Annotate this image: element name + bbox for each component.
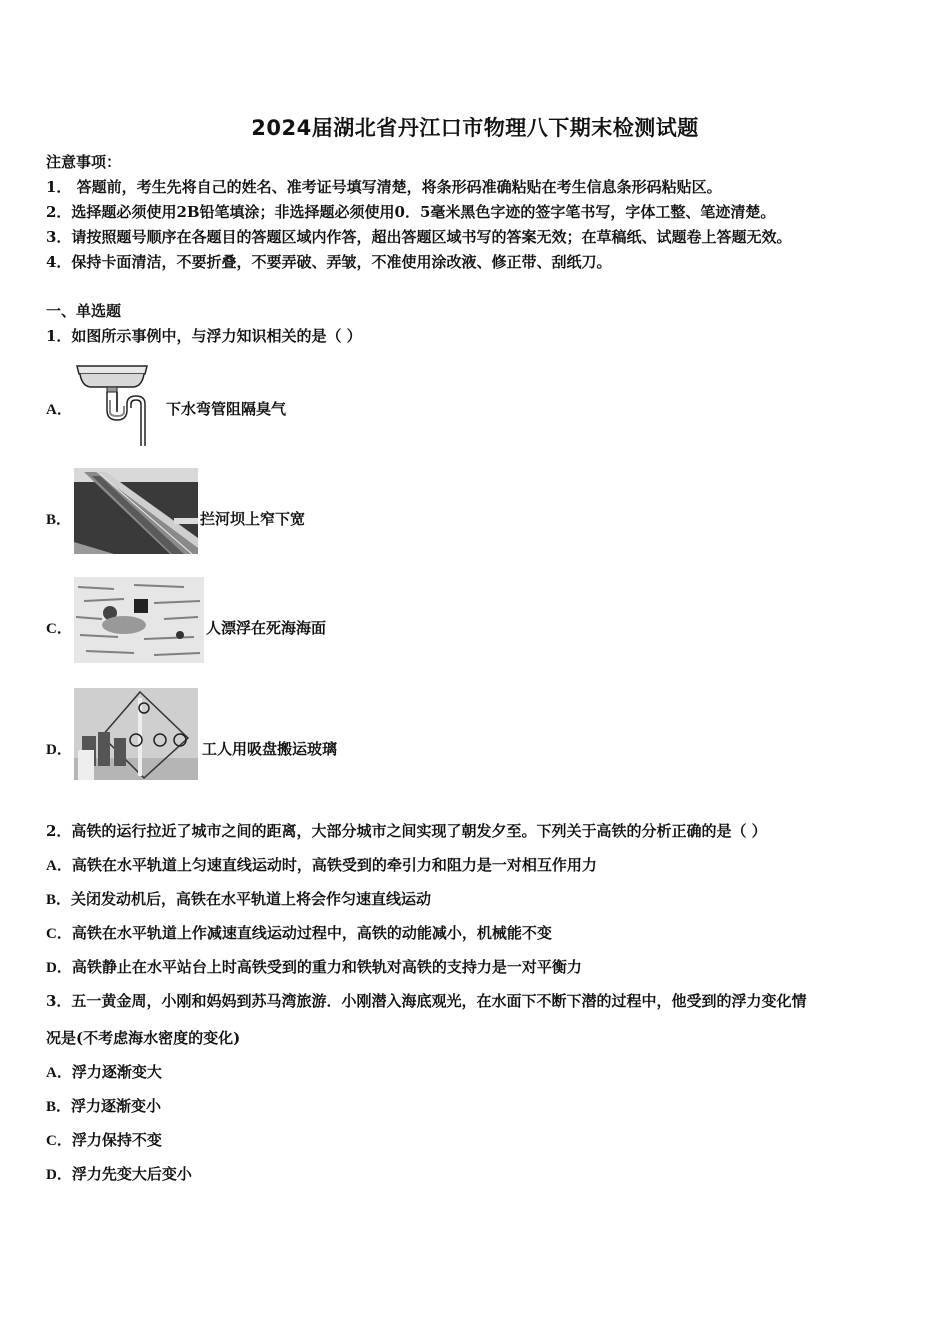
q2-option-c bbox=[46, 923, 552, 944]
question-3-stem-line2: 况是(不考虑海水密度的变化) bbox=[46, 1029, 241, 1047]
question-2-stem: 2．高铁的运行拉近了城市之间的距离，大部分城市之间实现了朝发夕至。下列关于高铁的分析正确的是（ ） bbox=[46, 822, 767, 840]
q2-option-d-text: 高铁静止在水平站台上时高铁受到的重力和铁轨对高铁的支持力是一对平衡力 bbox=[71, 958, 582, 976]
q3-option-c-text: 浮力保持不变 bbox=[71, 1131, 162, 1149]
suction-cup-glass-photo bbox=[74, 688, 198, 780]
q3-option-c-label: C． bbox=[46, 1133, 72, 1149]
q2-option-b-label: B． bbox=[46, 892, 72, 908]
q2-option-c-label: C． bbox=[46, 926, 72, 942]
q3-option-a-label: A． bbox=[46, 1065, 72, 1081]
dead-sea-float-photo bbox=[74, 577, 204, 663]
page-title: 2024届湖北省丹江口市物理八下期末检测试题 bbox=[251, 116, 699, 140]
q1-option-c-label: C． bbox=[46, 621, 72, 637]
q2-option-a-label: A． bbox=[46, 858, 72, 874]
q2-option-c-text: 高铁在水平轨道上作减速直线运动过程中，高铁的动能减小，机械能不变 bbox=[71, 924, 552, 942]
notice-item: 2．选择题必须使用2B铅笔填涂；非选择题必须使用0．5毫米黑色字迹的签字笔书写，字体工整、笔迹清楚。 bbox=[46, 203, 776, 221]
q1-option-d-caption: 工人用吸盘搬运玻璃 bbox=[202, 740, 338, 758]
question-3-stem-line1: 3．五一黄金周，小刚和妈妈到苏马湾旅游．小刚潜入海底观光，在水面下不断下潜的过程中，他受到的浮力变化情 bbox=[46, 992, 807, 1010]
q3-option-c bbox=[46, 1130, 162, 1151]
q3-option-a-text: 浮力逐渐变大 bbox=[71, 1063, 162, 1081]
q2-option-d bbox=[46, 957, 582, 978]
q1-option-d-label: D． bbox=[46, 742, 72, 758]
notice-item: 1． 答题前，考生先将自己的姓名、准考证号填写清楚，将条形码准确粘贴在考生信息条形码粘贴区。 bbox=[46, 178, 722, 196]
notice-item: 3．请按照题号顺序在各题目的答题区域内作答，超出答题区域书写的答案无效；在草稿纸、试题卷上答题无效。 bbox=[46, 228, 792, 246]
q1-option-b-label: B． bbox=[46, 512, 72, 528]
q3-option-d bbox=[46, 1164, 192, 1185]
q3-option-b bbox=[46, 1096, 161, 1117]
q3-option-d-label: D． bbox=[46, 1167, 72, 1183]
notice-item: 4．保持卡面清洁，不要折叠，不要弄破、弄皱，不准使用涂改液、修正带、刮纸刀。 bbox=[46, 253, 612, 271]
q1-option-a-label: A． bbox=[46, 402, 72, 418]
question-1-stem: 1．如图所示事例中，与浮力知识相关的是（ ） bbox=[46, 327, 362, 345]
q1-option-c-caption: 人漂浮在死海海面 bbox=[206, 619, 327, 637]
q1-option-a-caption: 下水弯管阻隔臭气 bbox=[166, 400, 287, 418]
q2-option-b bbox=[46, 889, 431, 910]
section-heading: 一、单选题 bbox=[46, 302, 122, 320]
q3-option-a bbox=[46, 1062, 162, 1083]
q2-option-d-label: D． bbox=[46, 960, 72, 976]
q3-option-b-label: B． bbox=[46, 1099, 72, 1115]
notice-heading: 注意事项： bbox=[46, 153, 122, 171]
q2-option-a bbox=[46, 855, 597, 876]
q2-option-a-text: 高铁在水平轨道上匀速直线运动时，高铁受到的牵引力和阻力是一对相互作用力 bbox=[71, 856, 597, 874]
sink-trap-drawing bbox=[74, 360, 164, 448]
q1-option-b-caption: 拦河坝上窄下宽 bbox=[200, 510, 306, 528]
q2-option-b-text: 关闭发动机后，高铁在水平轨道上将会作匀速直线运动 bbox=[71, 890, 432, 908]
q3-option-b-text: 浮力逐渐变小 bbox=[71, 1097, 162, 1115]
dam-photo bbox=[74, 468, 198, 554]
q3-option-d-text: 浮力先变大后变小 bbox=[71, 1165, 192, 1183]
